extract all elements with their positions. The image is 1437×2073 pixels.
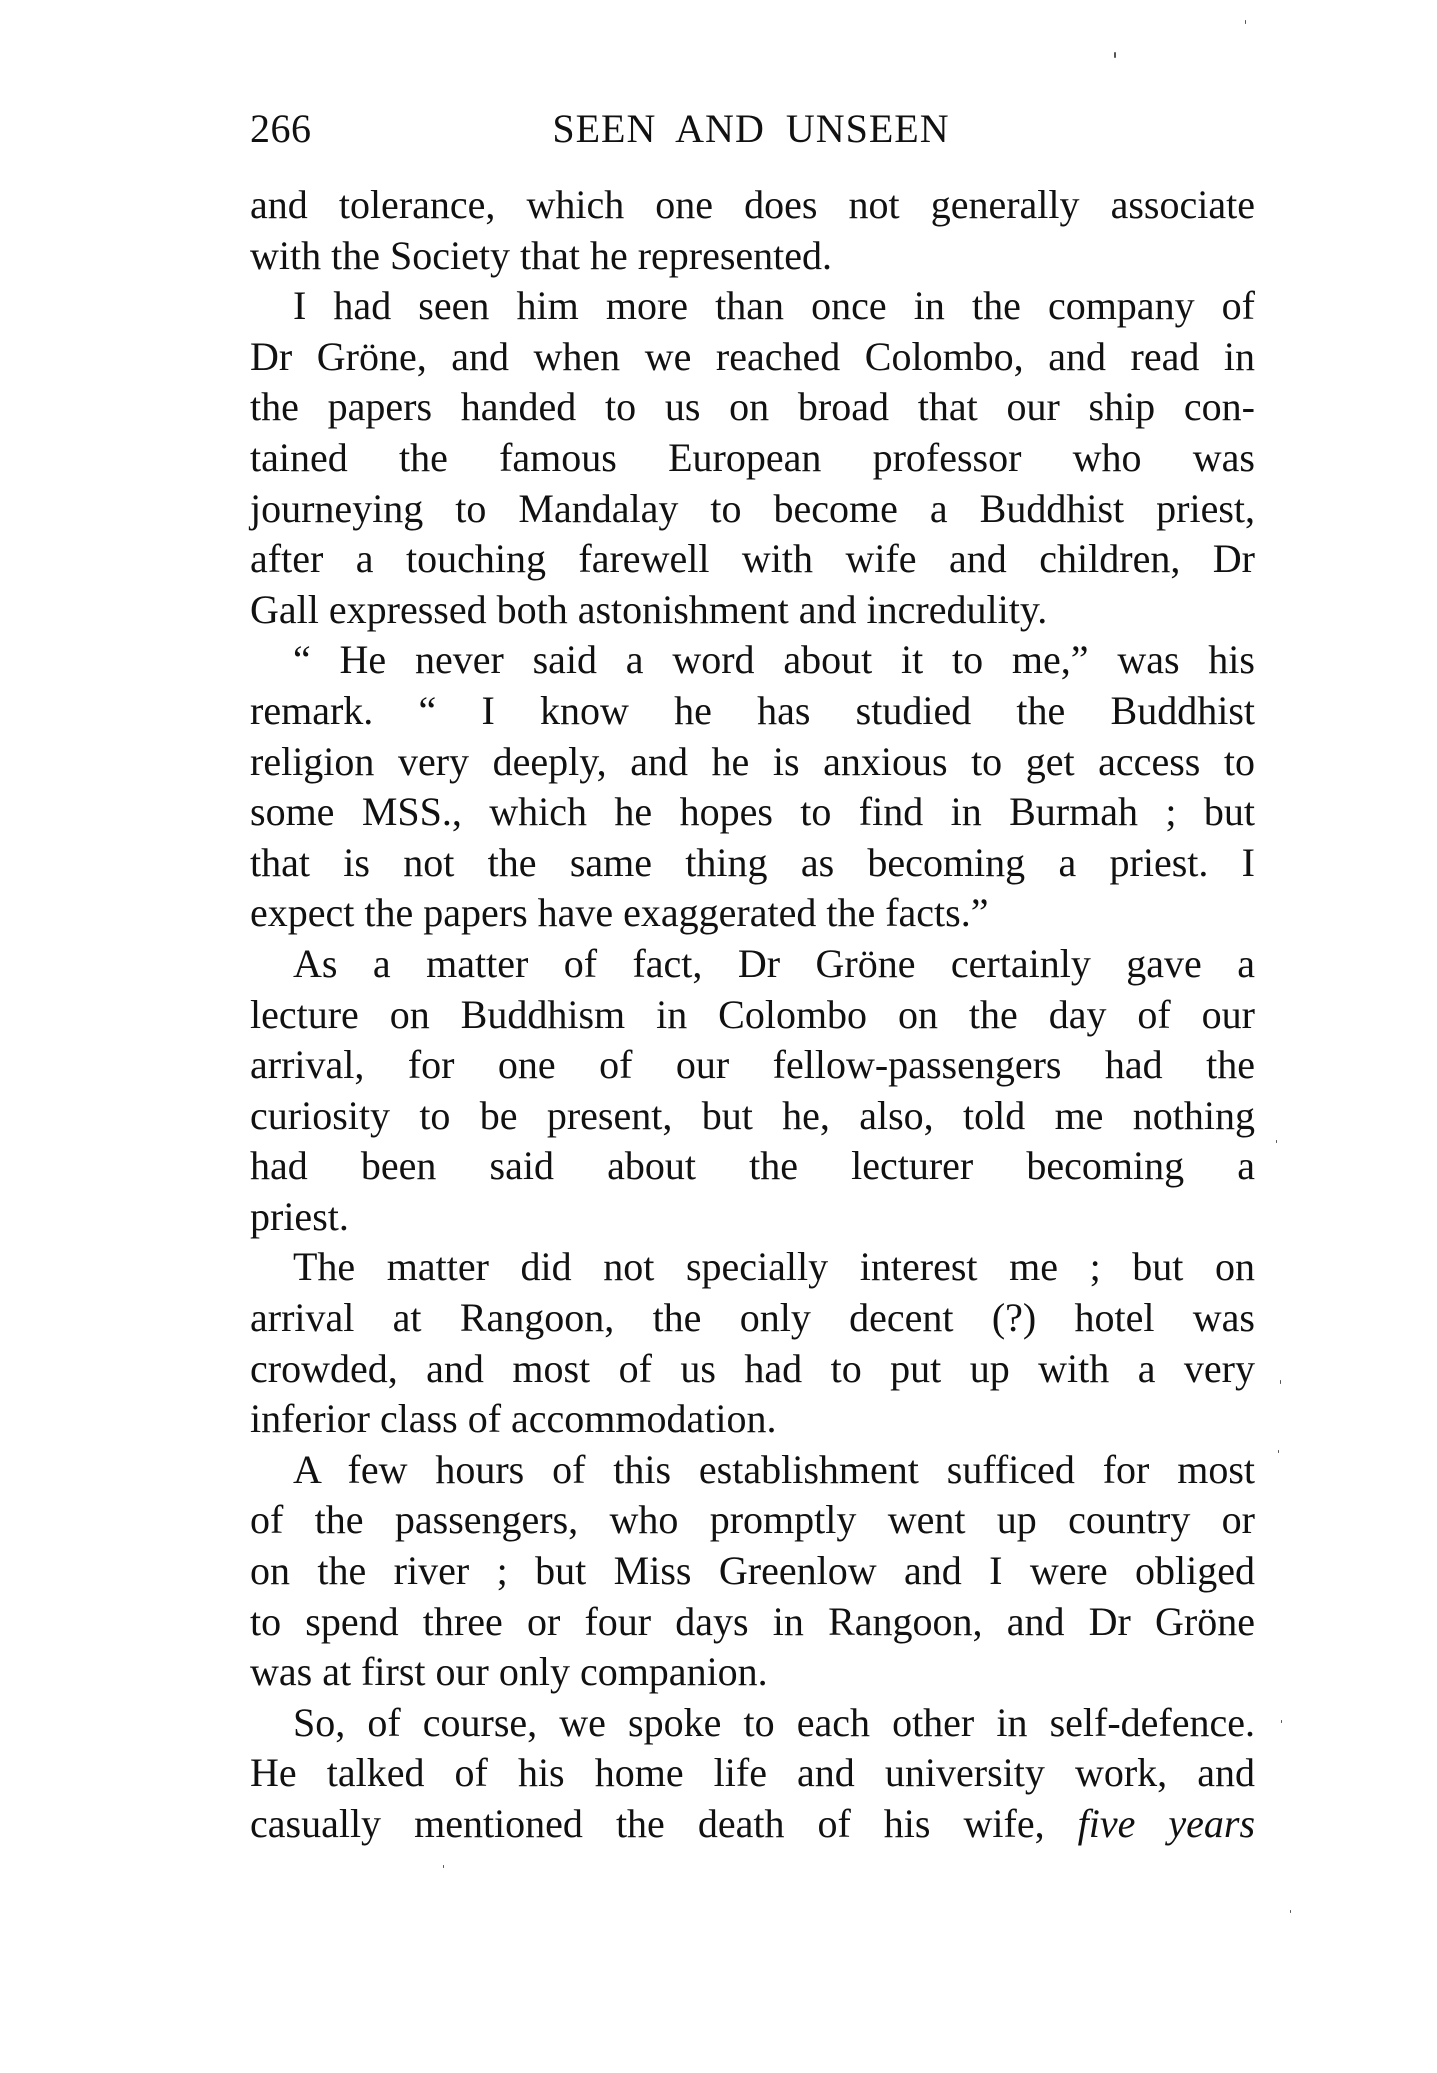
scan-speck: [443, 1865, 444, 1868]
text-line: of the passengers, who promptly went up country or: [250, 1497, 1255, 1543]
text-line: after a touching farewell with wife and children, Dr: [250, 536, 1255, 582]
text-line: arrival, for one of our fellow-passengers had the: [250, 1042, 1255, 1088]
paragraph-start-line: “ He never said a word about it to me,” was his: [293, 637, 1255, 683]
text-line: with the Society that he represented.: [250, 232, 833, 278]
paragraph-start-line: So, of course, we spoke to each other in self-defence.: [293, 1699, 1255, 1745]
text-line: crowded, and most of us had to put up with a very: [250, 1345, 1255, 1391]
final-text-line: [250, 1799, 1255, 1850]
scan-speck: [1278, 1450, 1279, 1453]
text-line: and tolerance, which one does not generally associate: [250, 182, 1255, 227]
text-line: was at first our only companion.: [250, 1649, 768, 1695]
scan-speck: [1276, 1140, 1277, 1143]
text-line: had been said about the lecturer becoming a: [250, 1143, 1255, 1189]
text-line: curiosity to be present, but he, also, told me nothing: [250, 1092, 1255, 1138]
text-line: expect the papers have exaggerated the facts.”: [250, 890, 989, 936]
paragraph-start-line: The matter did not specially interest me ; but on: [293, 1244, 1255, 1290]
text-line: He talked of his home life and university work, and: [250, 1750, 1255, 1796]
text-line: religion very deeply, and he is anxious to get access to: [250, 738, 1255, 784]
text-line: remark. “ I know he has studied the Buddhist: [250, 687, 1255, 733]
text-line: arrival at Rangoon, the only decent (?) hotel was: [250, 1295, 1255, 1341]
text-line: Dr Gröne, and when we reached Colombo, and read in: [250, 333, 1255, 379]
text-line: inferior class of accommodation.: [250, 1396, 777, 1442]
final-line-italic: five years: [1077, 1801, 1256, 1846]
text-line: to spend three or four days in Rangoon, and Dr Gröne: [250, 1598, 1255, 1644]
text-line: tained the famous European professor who was: [250, 434, 1255, 480]
body-text: [250, 180, 1255, 1850]
text-line: some MSS., which he hopes to find in Burmah ; but: [250, 789, 1255, 835]
scan-speck: [1280, 1380, 1281, 1384]
text-line: Gall expressed both astonishment and incredulity.: [250, 586, 1048, 632]
paragraph-start-line: A few hours of this establishment sufficed for most: [293, 1446, 1255, 1492]
text-line: the papers handed to us on broad that our ship con-: [250, 384, 1255, 430]
page-number: 266: [250, 106, 312, 151]
running-title: SEEN AND UNSEEN: [552, 106, 950, 151]
final-line-roman: casually mentioned the death of his wife,: [250, 1801, 1078, 1846]
scan-speck: [1245, 20, 1246, 24]
paragraph-start-line: I had seen him more than once in the company of: [293, 283, 1255, 329]
paragraph-start-line: As a matter of fact, Dr Gröne certainly gave a: [293, 940, 1255, 986]
scan-speck: [1281, 1720, 1282, 1723]
scan-speck: [1290, 1910, 1291, 1913]
text-line: lecture on Buddhism in Colombo on the day of our: [250, 991, 1255, 1037]
scan-speck: [1114, 52, 1116, 58]
text-line: journeying to Mandalay to become a Buddhist priest,: [250, 485, 1255, 531]
text-line: on the river ; but Miss Greenlow and I were obliged: [250, 1548, 1255, 1594]
text-line: priest.: [250, 1193, 349, 1239]
running-head: [250, 104, 1255, 154]
text-line: that is not the same thing as becoming a priest. I: [250, 839, 1255, 885]
